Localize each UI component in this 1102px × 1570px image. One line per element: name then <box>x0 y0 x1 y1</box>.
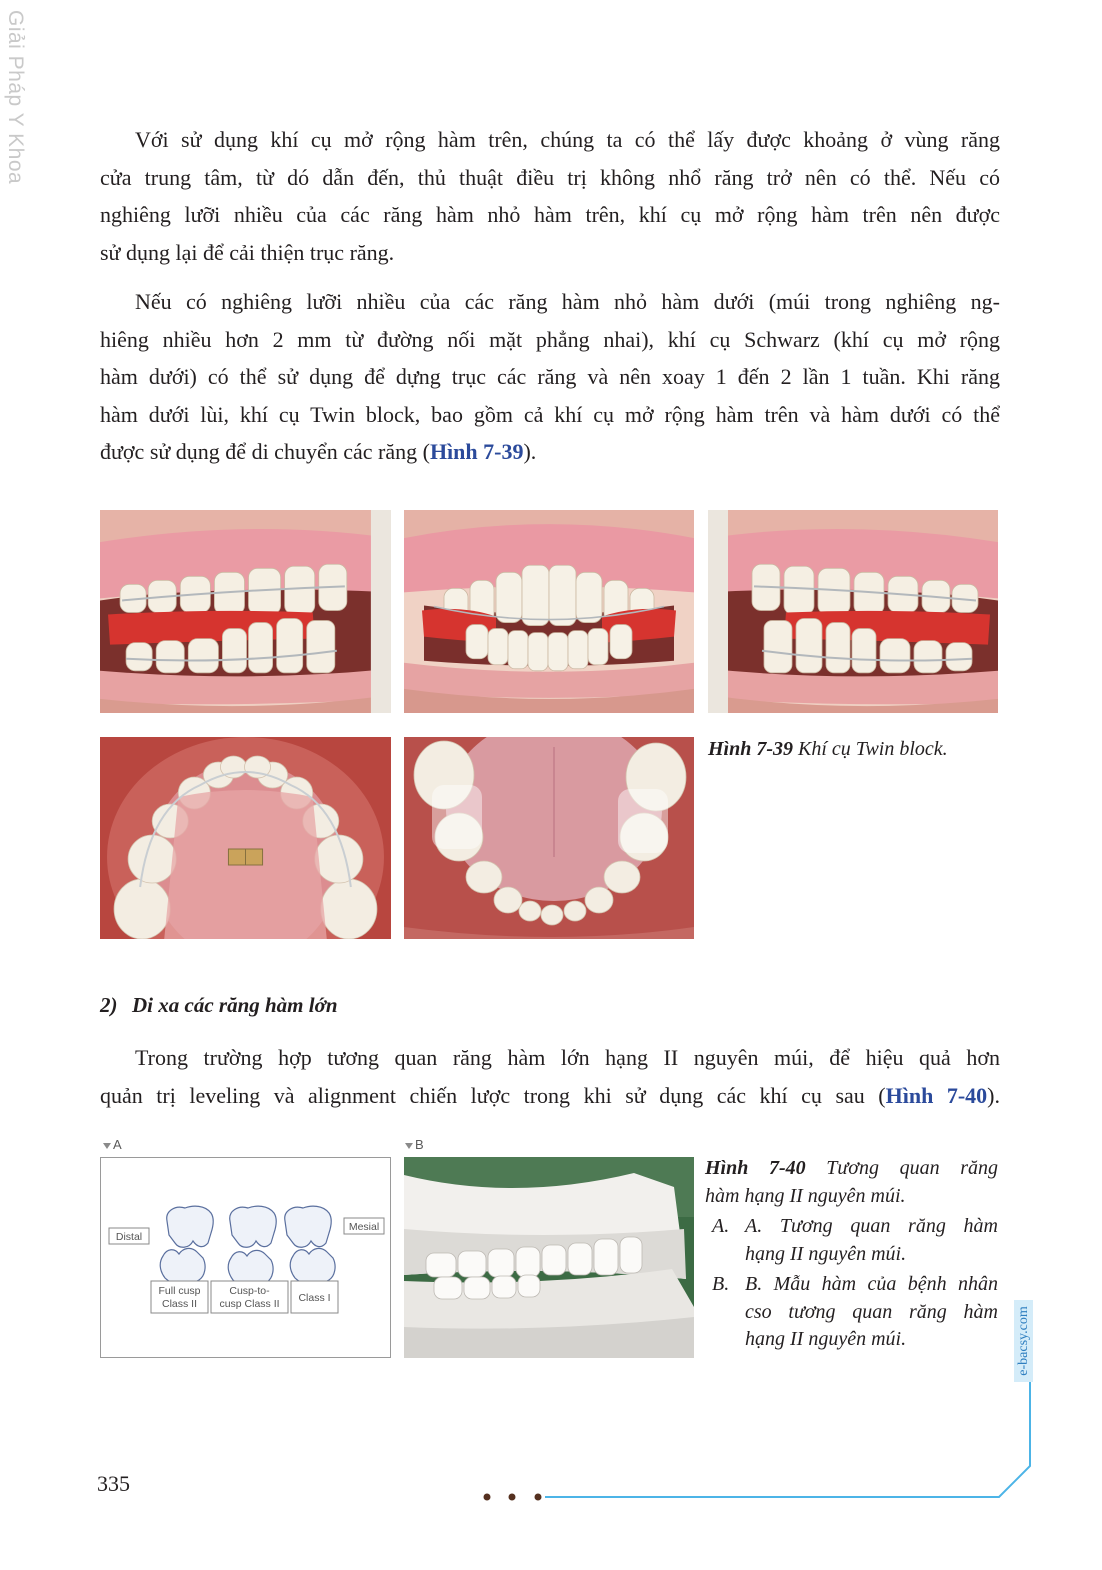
cheek-retractor <box>708 510 728 713</box>
paragraph-3-text: quản trị leveling và alignment chiến lược trong khi sử dụng các khí cụ sau ( <box>100 1083 886 1108</box>
cast-teeth-part <box>594 1239 618 1275</box>
cast-teeth-part <box>542 1245 566 1275</box>
section-number: 2) <box>100 993 118 1017</box>
panel-b-label: B <box>415 1137 424 1152</box>
photo-twin-block-right-lateral <box>100 510 391 713</box>
figure-reference-7-39[interactable]: Hình 7-39 <box>429 439 524 464</box>
tooth-pair-cusp-to-cusp-class-ii <box>228 1206 276 1286</box>
brand-tab: e-bacsy.com <box>1014 1300 1033 1382</box>
lower-teeth-part <box>548 633 568 671</box>
paragraph-2-text: ). <box>523 439 537 464</box>
footer-dot <box>484 1494 491 1501</box>
lower-teeth-part <box>914 641 942 673</box>
list-marker: B. <box>712 1273 730 1295</box>
lower-teeth-part <box>610 625 632 659</box>
distal-label: Distal <box>115 1231 143 1243</box>
lower-teeth-part <box>126 643 152 671</box>
upper-arch-teeth-part <box>321 879 377 939</box>
footer-dot <box>535 1494 542 1501</box>
class-i-label: Class I <box>298 1292 331 1304</box>
upper-teeth-part <box>496 572 522 622</box>
upper-teeth-part <box>549 565 576 625</box>
figure-reference-7-40[interactable]: Hình 7-40 <box>885 1083 988 1108</box>
full-cusp-label-line: Class II <box>161 1298 198 1310</box>
cast-teeth-part <box>518 1275 540 1297</box>
footer-dot <box>509 1494 516 1501</box>
cast-teeth-part <box>620 1237 642 1273</box>
cast-teeth-part <box>488 1249 514 1277</box>
list-item-line: hạng II nguyên múi. <box>745 1328 907 1350</box>
molar-relationship-diagram <box>100 1157 391 1358</box>
photo-twin-block-left-lateral <box>708 510 998 713</box>
paragraph-2-text: được sử dụng để di chuyển các răng ( <box>100 439 430 464</box>
paragraph-3 <box>100 1039 1000 1115</box>
lower-teeth-part <box>466 625 488 659</box>
photo-image <box>708 510 998 713</box>
panel-a-marker-icon <box>103 1143 111 1149</box>
paragraph-3-text: ). <box>987 1083 1000 1108</box>
cast-teeth-part <box>492 1276 516 1298</box>
upper-molar <box>285 1206 332 1247</box>
diagram-svg <box>101 1158 390 1357</box>
figure-7-40-caption-line: hàm hạng II nguyên múi. <box>705 1184 906 1207</box>
mirrored-mouth <box>708 510 998 713</box>
upper-arch-teeth-part <box>315 835 363 883</box>
caption-list-item-a <box>705 1213 998 1268</box>
figure-7-39-caption <box>708 736 998 762</box>
paragraph-3-line <box>100 1077 1000 1115</box>
side-watermark: Giải Pháp Y Khoa <box>4 10 27 185</box>
photo-image <box>404 510 694 713</box>
lower-teeth-part <box>852 629 876 673</box>
upper-teeth-part <box>784 566 814 614</box>
cast-teeth-part <box>426 1253 456 1277</box>
section-heading <box>100 990 338 1020</box>
lower-teeth-part <box>764 621 792 673</box>
lower-teeth-part <box>880 639 910 673</box>
list-item-line: B. Mẫu hàm của bệnh nhân <box>745 1273 998 1295</box>
page-number: 335 <box>97 1471 130 1496</box>
lower-teeth-part <box>588 629 608 665</box>
upper-arch-teeth-part <box>128 835 176 883</box>
lower-arch-teeth-part <box>494 887 522 913</box>
lower-teeth-part <box>568 631 588 669</box>
lower-arch-teeth-part <box>604 861 640 893</box>
paragraph-2-line: hàm dưới) có thể sử dụng để dựng trục các răng và nên xoay 1 đến 2 lần 1 tuần. Khi răng <box>100 364 1000 389</box>
section-title: Di xa các răng hàm lớn <box>132 993 338 1017</box>
lower-teeth-part <box>156 641 184 673</box>
figure-7-39-label: Hình 7-39 <box>708 738 794 760</box>
figure-7-40-caption <box>705 1155 998 1354</box>
photo-image <box>404 737 694 939</box>
panel-b-marker-icon <box>405 1143 413 1149</box>
paragraph-2-line: Nếu có nghiêng lưỡi nhiều của các răng hàm nhỏ hàm dưới (múi trong nghiêng ng- <box>135 289 1000 314</box>
upper-teeth-part <box>576 572 602 622</box>
lower-molar <box>290 1248 335 1284</box>
cast-teeth-part <box>464 1277 490 1299</box>
full-cusp-label-line: Full cusp <box>158 1285 201 1297</box>
paragraph-1 <box>100 121 1000 271</box>
photo-image <box>100 737 391 939</box>
lower-arch-teeth-part <box>541 905 563 925</box>
tooth-pair-full-cusp-class-ii <box>160 1206 213 1284</box>
paragraph-2 <box>100 283 1000 471</box>
paragraph-1-line: nghiêng lưỡi nhiều của các răng hàm nhỏ hàm trên, khí cụ mở rộng hàm trên nên được <box>100 202 1000 227</box>
lower-arch-teeth-part <box>466 861 502 893</box>
upper-teeth-part <box>522 565 549 625</box>
accent-line <box>545 1382 1030 1497</box>
list-item-line: hạng II nguyên múi. <box>745 1242 907 1265</box>
bite-block-left <box>432 785 482 849</box>
paragraph-1-line: sử dụng lại để cải thiện trục răng. <box>100 239 395 265</box>
lower-teeth-part <box>488 629 508 665</box>
paragraph-1-line: cửa trung tâm, từ dó dẫn đến, thủ thuật điều trị không nhổ răng trở nên có thể. Nếu có <box>100 164 1000 190</box>
upper-molar <box>230 1206 277 1247</box>
tooth-pair-class-i <box>285 1206 335 1284</box>
lower-teeth-part <box>796 619 822 673</box>
mesial-label: Mesial <box>348 1221 380 1233</box>
paragraph-2-line <box>100 433 1000 471</box>
upper-teeth-part <box>285 566 315 614</box>
lower-arch-teeth-part <box>519 901 541 921</box>
photo-image <box>100 510 391 713</box>
photo-twin-block-upper-occlusal <box>100 737 391 939</box>
list-item-line: A. Tương quan răng hàm <box>745 1215 998 1237</box>
cast-teeth-part <box>434 1277 462 1299</box>
lower-arch-teeth-part <box>564 901 586 921</box>
paragraph-2-line: hàm dưới lùi, khí cụ Twin block, bao gồm cả khí cụ mở rộng hàm trên và hàm dưới có thể <box>100 401 1000 427</box>
lower-teeth-part <box>528 633 548 671</box>
paragraph-1-line: Với sử dụng khí cụ mở rộng hàm trên, chúng ta có thể lấy được khoảng ở vùng răng <box>135 127 1000 152</box>
lower-arch-teeth-part <box>585 887 613 913</box>
cusp-to-cusp-label-line: Cusp-to- <box>229 1285 270 1297</box>
cast-teeth-part <box>568 1243 592 1275</box>
bite-block-right <box>618 789 668 853</box>
lower-molar <box>160 1248 205 1284</box>
list-marker: A. <box>712 1215 730 1237</box>
list-item-line: cso tương quan răng hàm <box>745 1300 998 1323</box>
lower-teeth-part <box>188 639 218 673</box>
figure-7-40-text: Tương quan răng <box>805 1157 998 1179</box>
lower-teeth-part <box>508 631 528 669</box>
paragraph-2-line: hiêng nhiều hơn 2 mm từ đường nối mặt phẳng nhai), khí cụ Schwarz (khí cụ mở rộng <box>100 326 1000 352</box>
photo-twin-block-frontal <box>404 510 694 713</box>
lower-teeth-part <box>826 623 850 673</box>
photo-plaster-model <box>404 1157 694 1358</box>
figure-7-40-label: Hình 7-40 <box>705 1157 806 1179</box>
upper-molar <box>167 1206 214 1247</box>
lower-teeth-part <box>946 643 972 671</box>
figure-7-39-text: Khí cụ Twin block. <box>793 738 948 760</box>
lower-teeth-part <box>249 623 273 673</box>
lower-teeth-part <box>277 619 303 673</box>
cast-teeth-part <box>516 1247 540 1277</box>
cast-teeth-part <box>458 1251 486 1277</box>
lower-teeth-part <box>307 621 335 673</box>
figure-7-40-caption-line <box>705 1155 998 1183</box>
paragraph-3-line: Trong trường hợp tương quan răng hàm lớn hạng II nguyên múi, để hiệu quả hơn <box>135 1045 1000 1070</box>
cheek-retractor <box>371 510 391 713</box>
lower-teeth-part <box>222 629 246 673</box>
cusp-to-cusp-label-line: cusp Class II <box>219 1298 280 1310</box>
upper-arch-teeth-part <box>114 879 170 939</box>
photo-twin-block-lower-occlusal <box>404 737 694 939</box>
caption-list-item-b <box>705 1271 998 1354</box>
photo-image <box>404 1157 694 1358</box>
panel-a-label: A <box>113 1137 122 1152</box>
